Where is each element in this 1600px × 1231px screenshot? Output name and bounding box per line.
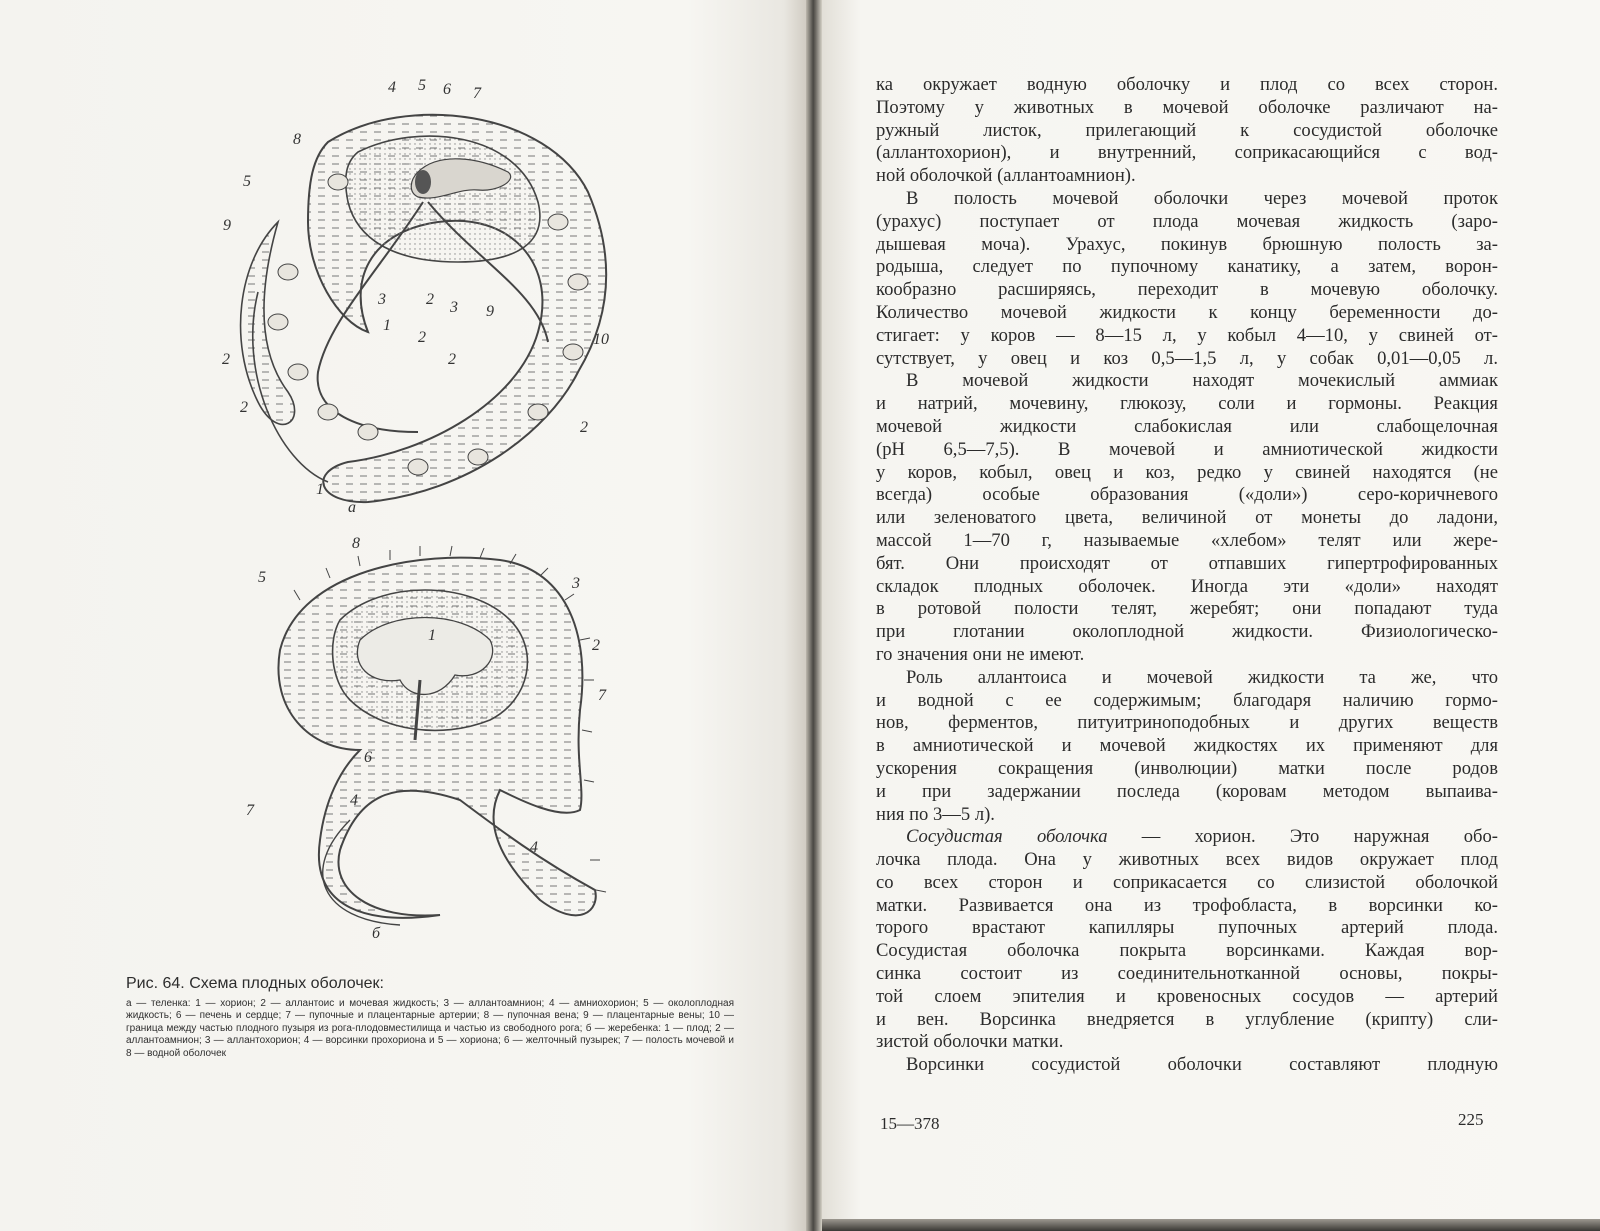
fig-b-label-6: 6 [364, 749, 372, 766]
fig-a-label-4: 4 [388, 79, 396, 96]
text-line: той слоем эпителия и кровеносных сосудов — артерий [876, 985, 1498, 1007]
text-line: синка состоит из соединительнотканной основы, покры- [876, 963, 1498, 985]
text-line: массой 1—70 г, называемые «хлебом» телят или жере- [876, 529, 1498, 551]
fig-b-label-7: 7 [598, 687, 606, 704]
fig-a-label-3b: 3 [450, 299, 458, 316]
fig-b-label-3: 3 [572, 575, 580, 592]
text-line: дышевая моча). Урахус, покинув брюшную полость за- [876, 233, 1498, 255]
figure-a-calf-membranes [218, 72, 638, 532]
fig-a-label-8: 8 [293, 131, 301, 148]
fig-a-label-9b: 9 [486, 303, 494, 320]
text-line: ка окружает водную оболочку и плод со всех сторон. [876, 74, 1498, 95]
fig-a-label-3: 3 [378, 291, 386, 308]
fig-a-label-2d: 2 [448, 351, 456, 368]
fig-b-label-8: 8 [352, 535, 360, 552]
text-line: Сосудистая оболочка покрыта ворсинками. Каждая вор- [876, 940, 1498, 962]
figure-b-foal-membranes [240, 530, 640, 960]
text-line: в ротовой полости телят, жеребят; они попадают туда [876, 598, 1498, 620]
text-line: (рН 6,5—7,5). В мочевой и амниотической жидкости [876, 438, 1498, 460]
text-line: при глотании околоплодной жидкости. Физиологическо- [876, 621, 1498, 643]
fig-a-label-5: 5 [418, 77, 426, 94]
text-line: лочка плода. Она у животных всех видов окружает плод [876, 849, 1498, 871]
italic-term: Сосудистая оболочка [906, 826, 1108, 848]
text-line: или зеленоватого цвета, величиной от монеты до ладони, [876, 507, 1498, 529]
text-line: кообразно расширяясь, переходит в мочевую оболочку. [876, 279, 1498, 301]
text-line: у коров, кобыл, овец и коз, редко у свиней находятся (не [876, 461, 1498, 483]
fig-b-label-4b: 4 [530, 839, 538, 856]
text-line: и вен. Ворсинка внедряется в углубление (крипту) сли- [876, 1008, 1498, 1030]
text-line: зистой оболочки матки. [876, 1031, 1064, 1053]
text-line: родыша, следует по пупочному канатику, а затем, ворон- [876, 256, 1498, 278]
text-line: Ворсинки сосудистой оболочки составляют плодную [906, 1054, 1498, 1076]
text-line: ружный листок, прилегающий к сосудистой оболочке [876, 119, 1498, 141]
text-line: В мочевой жидкости находят мочекислый аммиак [906, 370, 1498, 392]
text-line: и натрий, мочевину, глюкозу, соли и гормоны. Реакция [876, 393, 1498, 415]
fig-a-label-5b: 5 [243, 173, 251, 190]
text-line: нов, ферментов, питуитриноподобных и других веществ [876, 712, 1498, 734]
heart-liver [415, 170, 431, 194]
figure-caption-title: Рис. 64. Схема плодных оболочек: [126, 975, 384, 992]
fig-a-label-2c: 2 [222, 351, 230, 368]
fig-a-label-10: 10 [593, 331, 609, 348]
fig-a-label-9: 9 [223, 217, 231, 234]
text-line: бят. Они происходят от отпавших гипертрофированных [876, 552, 1498, 574]
text-line: Роль аллантоиса и мочевой жидкости та же, что [906, 666, 1498, 688]
text-line: го значения они не имеют. [876, 643, 1085, 665]
text-line: складок плодных оболочек. Иногда эти «доли» находят [876, 575, 1498, 597]
text-line: матки. Развивается она из трофобласта, в ворсинки ко- [876, 894, 1498, 916]
text-line: ния по 3—5 л). [876, 803, 995, 825]
text-line: ной оболочкой (аллантоамнион). [876, 165, 1136, 187]
text-line: и при задержании последа (коровам методом выпаива- [876, 780, 1498, 802]
fig-b-label-7b: 7 [246, 802, 254, 819]
fig-b-label-4: 4 [350, 792, 358, 809]
text-line: ускорения сокращения (инволюции) матки после родов [876, 757, 1498, 779]
text-line-rest: — хорион. Это наружная обо- [1141, 826, 1498, 848]
fig-a-label-2b: 2 [418, 329, 426, 346]
body-text [876, 74, 1498, 1077]
text-line-italic-head [876, 826, 1498, 849]
fig-b-label-2: 2 [592, 637, 600, 654]
fig-a-label-a: а [348, 499, 356, 516]
fig-a-label-6: 6 [443, 81, 451, 98]
printer-signature: 15—378 [880, 1114, 940, 1133]
page-bottom-edge [822, 1219, 1600, 1231]
text-line: всегда) особые образования («доли») серо-коричневого [876, 484, 1498, 506]
fig-a-label-2f: 2 [580, 419, 588, 436]
fig-a-label-1b: 1 [316, 481, 324, 498]
text-line: торого врастают капилляры пупочных артерий плода. [876, 917, 1498, 939]
text-line: (аллантохорион), и внутренний, соприкасающийся с вод- [876, 142, 1498, 164]
fig-a-label-7: 7 [473, 85, 481, 102]
text-line: и водной с ее содержимым; благодаря наличию гормо- [876, 689, 1498, 711]
page-number: 225 [1458, 1110, 1484, 1129]
fig-b-label-1: 1 [428, 627, 436, 644]
fig-a-label-1: 1 [383, 317, 391, 334]
text-line: в амниотической и мочевой жидкостях их применяют для [876, 735, 1498, 757]
text-line: стигает: у коров — 8—15 л, у кобыл 4—10, у свиней от- [876, 324, 1498, 346]
fig-b-label-5: 5 [258, 569, 266, 586]
text-line: сутствует, у овец и коз 0,5—1,5 л, у собак 0,01—0,05 л. [876, 347, 1498, 369]
figure-caption-body: а — теленка: 1 — хорион; 2 — аллантоис и мочевая жидкость; 3 — аллантоамнион; 4 — амниохорион; 5 — околоплодная жидкость; 6 — печень и сердце; 7 — пупочные и плацентарные артерии; 8 — пупочная вена; 9 — плацентарные вены; 10 — граница между частью плодного пузыря из рога-плодовместилища и частью из свободного рога; б — жеребенка: 1 — плод; 2 — аллантоамнион; 3 — аллантохорион; 4 — ворсинки прохориона и 5 — хориона; 6 — желточный пузырек; 7 — полость мочевой и 8 — водной оболочек [126, 998, 734, 1059]
text-line: В полость мочевой оболочки через мочевой проток [906, 187, 1498, 209]
fig-a-label-2: 2 [426, 291, 434, 308]
text-line: со всех сторон и соприкасается со слизистой оболочкой [876, 871, 1498, 893]
text-line: Количество мочевой жидкости к концу беременности до- [876, 301, 1498, 323]
fig-b-label-b: б [372, 925, 381, 942]
text-line: Поэтому у животных в мочевой оболочке различают на- [876, 96, 1498, 118]
text-line: мочевой жидкости слабокислая или слабощелочная [876, 415, 1498, 437]
text-line: (урахус) поступает от плода мочевая жидкость (заро- [876, 210, 1498, 232]
fig-a-label-2e: 2 [240, 399, 248, 416]
book-gutter [806, 0, 822, 1231]
